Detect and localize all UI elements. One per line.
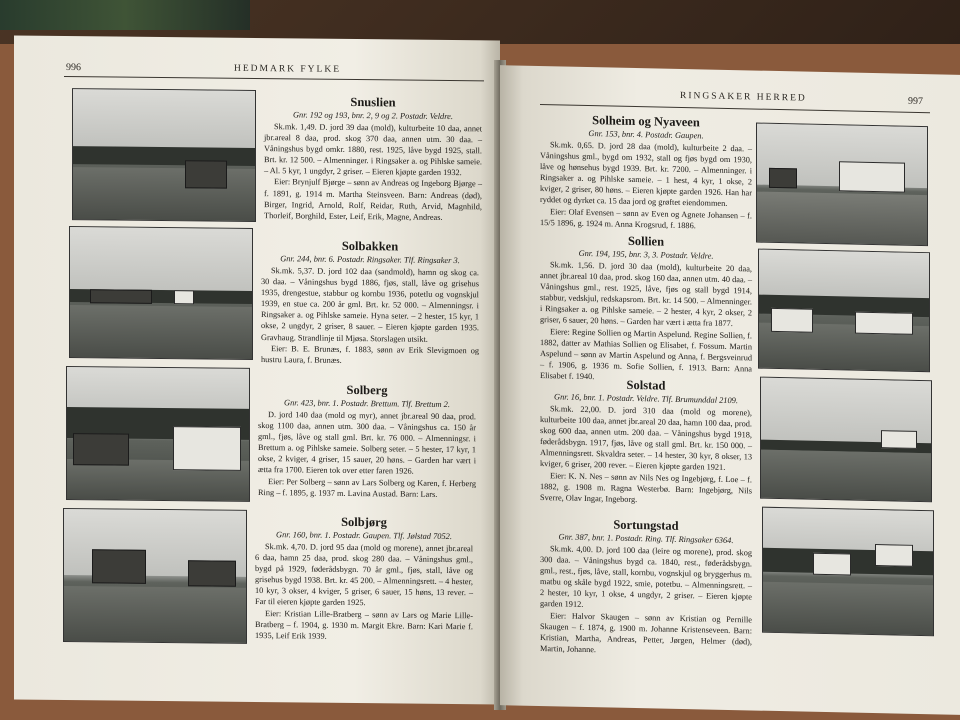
- entry-subtitle: Gnr. 244, bnr. 6. Postadr. Ringsaker. Tlf. Ringsaker 3.: [280, 254, 460, 266]
- farm-photo-solstad: [760, 377, 932, 503]
- right-page: [500, 65, 960, 715]
- farm-photo-sortungstad: [762, 507, 934, 637]
- entry-owner: Eier: B. E. Brunæs, f. 1883, sønn av Erik Slevigmoen og hustru Laura, f. Brunæs.: [261, 343, 479, 365]
- entry-solstad: [540, 376, 752, 507]
- entry-solheim-og-nyaveen: [540, 112, 752, 232]
- farm-photo-solbakken: [69, 226, 253, 360]
- page-number-left: 996: [66, 61, 81, 74]
- entry-subtitle: Gnr. 153, bnr. 4. Postadr. Gaupen.: [588, 129, 704, 141]
- entry-solbjorg: [255, 514, 473, 643]
- entry-owner: Eier: Halvor Skaugen – sønn av Kristian og Pernille Skaugen – f. 1874, g. 1900 m. Johanne Kristenseveen. Barn: Kristian, Martha, Andreas, Petter, Jørgen, Helmer (død), Martin, Johanne.: [540, 610, 752, 655]
- entry-solberg: [258, 382, 476, 500]
- farm-photo-solbjorg: [63, 508, 247, 644]
- entry-body: Sk.mk. 5,37. D. jord 102 daa (sandmold), hamn og skog ca. 30 daa. – Våningshus bygd 1886, fjøs, stall, låve og grisehus 1935, drengestue, stabbur og kornbu 1936, potetlu og vognskjul 1939, en stue ca. 200 år gml. Brt. kr. 52 000. – Almenningsr. i Ringsaker a. og Pihlske sameie. Hyna seter. – 2 hester, 15 kyr, 1 okse, 2 ungdyr, 2 griser, 8 sauer. – Eieren kjøpte garden 1935. Gravhaug. Strandlinje til Mjøsa. Storslagen utsikt.: [261, 266, 479, 344]
- entry-title: Solheim og Nyaveen: [592, 113, 700, 130]
- entry-title: Solberg: [346, 382, 388, 398]
- entry-body: D. jord 140 daa (mold og myr), annet jbr.areal 90 daa, prod. skog 1100 daa, annen utm. 300 daa. – Våningshus ca. 150 år gml., fjøs, låve og stall gml. Brt. kr. 76 000. – Almenningsr. i Brettum a. og Pihlske sameie. Solberg seter. – 5 hester, 17 kyr, 1 okse, 2 kviger, 4 griser, 15 sauer, 20 høns. – Garden har vært i ætta fra 1700. Eieren tok over etter faren 1926.: [258, 410, 476, 477]
- running-head-right: RINGSAKER HERRED: [680, 90, 807, 104]
- entry-sollien: [540, 232, 752, 385]
- farm-photo-sollien: [758, 249, 930, 373]
- header-rule: [540, 104, 930, 113]
- header-rule: [64, 76, 484, 81]
- entry-body: Sk.mk. 4,00. D. jord 100 daa (leire og morene), prod. skog 300 daa. – Våningshus bygd ca. 1840, rest., føderådsbygn. gml., rest., fjøs, låve, stall, kornbu, vognskjul og bryggerhus m. matbu og skåle bygd 1922, smie, potetbu. – Almenningsrett. – 2 hester, 10 kyr, 1 okse, 4 ungdyr, 2 griser. – Eieren kjøpte garden 1912.: [540, 544, 752, 610]
- entry-body: Sk.mk. 4,70. D. jord 95 daa (mold og morene), annet jbr.areal 6 daa, hamn 25 daa, prod. skog 280 daa. – Våningshus gml., bygd på 1929, føderådsbygn. 70 år gml., fjøs, stall, låve og grisehus bygd 1938. Brt. kr. 45 200. – Almenningsrett. – 4 hester, 10 kyr, 3 okser, 4 kviger, 5 griser, 6 sauer, 15 høns, 13 rever. – Far til eieren kjøpte garden 1925.: [255, 542, 473, 608]
- green-cloth: [0, 0, 250, 30]
- farm-photo-snuslien: [72, 88, 256, 222]
- entry-solbakken: [261, 238, 479, 367]
- entry-body: Sk.mk. 1,49. D. jord 39 daa (mold), kulturbeite 10 daa, annet jbr.areal 8 daa, prod. skog 370 daa, annen utm. 30 daa. – Våningshus bygd omkr. 1880, rest. 1925, låve bygd 1925, stall. Brt. kr. 12 500. – Almenninger. i Ringsaker a. og Pihlske sameie. – Al. 5 kyr, 1 ungdyr, 2 griser. – Eieren kjøpte garden 1932.: [264, 122, 482, 178]
- entry-subtitle: Gnr. 192 og 193, bnr. 2, 9 og 2. Postadr. Veldre.: [293, 110, 453, 122]
- entry-owner: Eiere: Regine Sollien og Martin Aspelund. Regine Sollien, f. 1882, datter av Mathias Sollien og Elisabet, f. Fossum. Martin Aspelund – sønn av Martin Aspelund og Anna, f. Bergsveinrud – f. 1906, g. 1936 m. Sofie Sollien, f. 1913. Barn: Anna Elisabet f. 1940.: [540, 326, 752, 382]
- entry-owner: Eier: Brynjulf Bjørge – sønn av Andreas og Ingeborg Bjørge – f. 1891, g. 1914 m. Martha Steinsveen. Barn: Andreas (død), Birger, Ingrid, Arnold, Rolf, Reidar, Ruth, Arvid, Magnhild, Thorleif, Borghild, Ester, Leif, Erik, Magne, Andreas.: [264, 177, 482, 222]
- entry-subtitle: Gnr. 387, bnr. 1. Postadr. Ring. Tlf. Ringsaker 6364.: [558, 532, 734, 546]
- running-head-left: HEDMARK FYLKE: [234, 63, 342, 75]
- farm-photo-solheim: [756, 123, 928, 247]
- entry-title: Sollien: [627, 233, 665, 249]
- entry-subtitle: Gnr. 194, 195, bnr. 3, 3. Postadr. Veldre.: [578, 248, 714, 261]
- page-number-right: 997: [908, 95, 923, 108]
- entry-body: Sk.mk. 22,00. D. jord 310 daa (mold og morene), kulturbeite 100 daa, annet jbr.areal 20 daa, hamn 100 daa, prod. skog 600 daa, annen utm. 200 daa. – Våningshus bygd 1918, føderådsbygn. 1917, fjøs, låve og stall gml. Brt. kr. 150 000. – Almenningsrett. Skvaldra seter. – 14 hester, 30 kyr, 8 okser, 13 kviger, 6 griser, 200 rever. – Eieren kjøpte garden 1921.: [540, 404, 752, 473]
- entry-body: Sk.mk. 1,56. D. jord 30 daa (mold), kulturbeite 20 daa, annet jbr.areal 10 daa, prod. skog 160 daa, annen utm. 40 daa. – Våningshus gml., rest. 1925, låve, fjøs og stall bygd 1914, stabbur, vedskjul, redskapsrom. Brt. kr. 14 500. – Almenninger. i Ringsaker a. og Pihlske sameie. – 2 hester, 4 kyr, 2 okser, 2 griser, 6 sauer, 20 høns. – Garden har vært i ætta fra 1877.: [540, 260, 752, 329]
- farm-photo-solberg: [66, 366, 250, 502]
- entry-subtitle: Gnr. 16, bnr. 1. Postadr. Veldre. Tlf. Brumunddal 2109.: [554, 392, 738, 406]
- entry-title: Solstad: [626, 377, 666, 393]
- entry-snuslien: [264, 94, 482, 223]
- entry-title: Snuslien: [350, 94, 396, 110]
- entry-body: Sk.mk. 0,65. D. jord 28 daa (mold), kulturbeite 2 daa. – Våningshus gml., bygd om 1932, stall og fjøs bygd om 1930, låve og hønsehus bygd 1939. Brt. kr. 7200. – Almenninger. i Ringsaker a. og Pihlske sameie. – 1 hest, 4 kyr, 1 okse, 2 kviger, 2 griser, 80 høns. – Eieren kjøpte garden 1926. Han har ryddet og dyrket ca. 15 daa jord og grøftet eiendommen.: [540, 140, 752, 209]
- entry-owner: Eier: Olaf Evensen – sønn av Even og Agnete Johansen – f. 15/5 1896, g. 1924 m. Anna Krogsrud, f. 1886.: [540, 206, 752, 230]
- left-page: [14, 35, 500, 704]
- entry-title: Sortungstad: [613, 517, 679, 533]
- entry-owner: Eier: K. N. Nes – sønn av Nils Nes og Ingebjørg, f. Loe – f. 1882, g. 1908 m. Ragna Westerbø. Barn: Ingebjørg, Nils Sverre, Olav Ingar, Ingeborg.: [540, 470, 752, 504]
- entry-owner: Eier: Kristian Lille-Bratberg – sønn av Lars og Marie Lille-Bratberg – f. 1904, g. 1930 m. Margit Ekre. Barn: Kari Marie f. 1935, Leif Erik 1939.: [255, 608, 473, 641]
- entry-title: Solbjørg: [341, 514, 387, 530]
- entry-subtitle: Gnr. 423, bnr. 1. Postadr. Brettum. Tlf. Brettum 2.: [284, 398, 450, 410]
- entry-title: Solbakken: [341, 238, 399, 254]
- entry-sortungstad: [540, 516, 752, 658]
- entry-owner: Eier: Per Solberg – sønn av Lars Solberg og Karen, f. Herberg Ring – f. 1895, g. 1937 m. Lavina Austad. Barn: Lars.: [258, 476, 476, 499]
- entry-subtitle: Gnr. 160, bnr. 1. Postadr. Gaupen. Tlf. Jølstad 7052.: [276, 530, 452, 542]
